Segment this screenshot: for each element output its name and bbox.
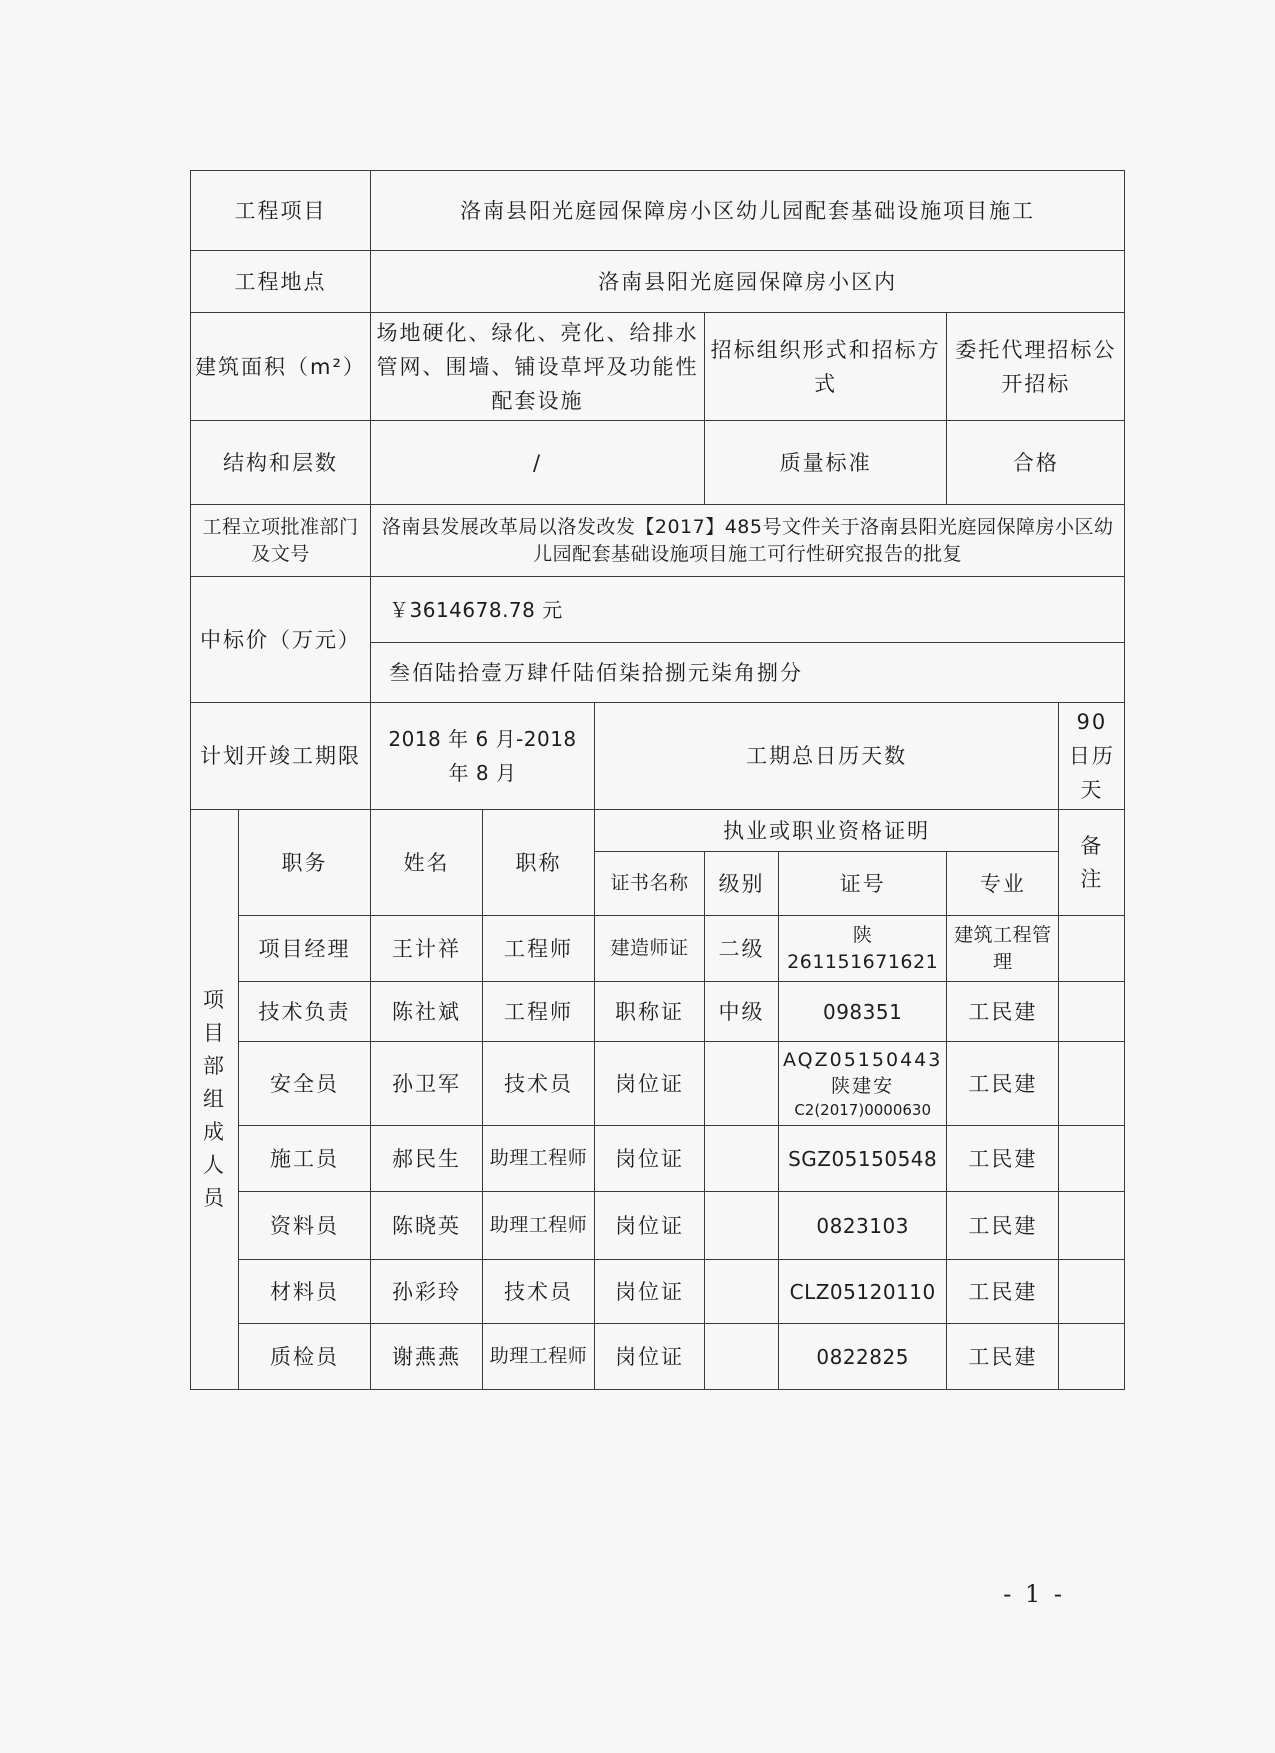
row-period	[191, 703, 1125, 810]
staff-name: 孙彩玲	[371, 1260, 483, 1324]
staff-remark	[1059, 1126, 1125, 1192]
staff-group-text: 项目部组成人员	[203, 988, 226, 1210]
location-value: 洛南县阳光庭园保障房小区内	[371, 251, 1125, 313]
staff-name: 陈社斌	[371, 982, 483, 1042]
staff-row	[191, 982, 1125, 1042]
header-role: 职务	[239, 810, 371, 916]
staff-cert: 岗位证	[595, 1324, 705, 1390]
staff-level	[705, 1324, 779, 1390]
staff-title: 助理工程师	[483, 1324, 595, 1390]
period-label: 计划开竣工期限	[191, 703, 371, 810]
project-value: 洛南县阳光庭园保障房小区幼儿园配套基础设施项目施工	[371, 171, 1125, 251]
staff-role: 项目经理	[239, 916, 371, 982]
staff-cert-no: CLZ05120110	[779, 1260, 947, 1324]
approval-label: 工程立项批准部门及文号	[191, 505, 371, 577]
staff-major: 工民建	[947, 1192, 1059, 1260]
staff-level	[705, 1192, 779, 1260]
row-location	[191, 251, 1125, 313]
staff-major: 建筑工程管理	[947, 916, 1059, 982]
header-remark-text: 备注	[1080, 833, 1104, 891]
header-cert-no: 证号	[779, 852, 947, 916]
cert-no-line-1: AQZ05150443	[783, 1048, 943, 1071]
staff-remark	[1059, 1260, 1125, 1324]
staff-remark	[1059, 916, 1125, 982]
price-label: 中标价（万元）	[191, 577, 371, 703]
header-level: 级别	[705, 852, 779, 916]
staff-cert-no: 陕261151671621	[779, 916, 947, 982]
header-remark	[1059, 810, 1125, 916]
staff-row	[191, 916, 1125, 982]
staff-title: 工程师	[483, 916, 595, 982]
staff-role: 资料员	[239, 1192, 371, 1260]
staff-cert-no: SGZ05150548	[779, 1126, 947, 1192]
staff-row	[191, 1324, 1125, 1390]
staff-cert: 建造师证	[595, 916, 705, 982]
bid-method-label: 招标组织形式和招标方式	[705, 313, 947, 421]
staff-row	[191, 1192, 1125, 1260]
quality-label: 质量标准	[705, 421, 947, 505]
staff-name: 郝民生	[371, 1126, 483, 1192]
row-price-number	[191, 577, 1125, 643]
structure-value: /	[371, 421, 705, 505]
total-days-label: 工期总日历天数	[595, 703, 1059, 810]
staff-remark	[1059, 1042, 1125, 1126]
staff-level	[705, 1126, 779, 1192]
bid-method-value: 委托代理招标公开招标	[947, 313, 1125, 421]
staff-major: 工民建	[947, 1042, 1059, 1126]
staff-remark	[1059, 1324, 1125, 1390]
area-label: 建筑面积（m²）	[191, 313, 371, 421]
row-project	[191, 171, 1125, 251]
staff-row	[191, 1260, 1125, 1324]
approval-value: 洛南县发展改革局以洛发改发【2017】485号文件关于洛南县阳光庭园保障房小区幼儿园配套基础设施项目施工可行性研究报告的批复	[371, 505, 1125, 577]
staff-remark	[1059, 982, 1125, 1042]
staff-cert: 职称证	[595, 982, 705, 1042]
staff-name: 孙卫军	[371, 1042, 483, 1126]
staff-cert-no: 098351	[779, 982, 947, 1042]
staff-role: 施工员	[239, 1126, 371, 1192]
staff-cert-no: 0823103	[779, 1192, 947, 1260]
row-area	[191, 313, 1125, 421]
staff-name: 陈晓英	[371, 1192, 483, 1260]
staff-remark	[1059, 1192, 1125, 1260]
staff-level	[705, 1042, 779, 1126]
header-title: 职称	[483, 810, 595, 916]
area-value: 场地硬化、绿化、亮化、给排水管网、围墙、铺设草坪及功能性配套设施	[371, 313, 705, 421]
structure-label: 结构和层数	[191, 421, 371, 505]
staff-name: 谢燕燕	[371, 1324, 483, 1390]
staff-role: 质检员	[239, 1324, 371, 1390]
cert-no-line-2: 陕建安	[831, 1074, 895, 1097]
page-number: - 1 -	[1003, 1580, 1065, 1608]
period-value: 2018 年 6 月-2018 年 8 月	[371, 703, 595, 810]
staff-title: 技术员	[483, 1260, 595, 1324]
staff-cert: 岗位证	[595, 1192, 705, 1260]
staff-name: 王计祥	[371, 916, 483, 982]
staff-role: 技术负责	[239, 982, 371, 1042]
row-structure	[191, 421, 1125, 505]
staff-level: 二级	[705, 916, 779, 982]
staff-group-label	[191, 810, 239, 1390]
staff-row	[191, 1126, 1125, 1192]
total-days-value: 90 日历天	[1059, 703, 1125, 810]
staff-level: 中级	[705, 982, 779, 1042]
row-approval	[191, 505, 1125, 577]
location-label: 工程地点	[191, 251, 371, 313]
project-info-table	[190, 170, 1125, 1390]
staff-cert: 岗位证	[595, 1260, 705, 1324]
staff-title: 技术员	[483, 1042, 595, 1126]
staff-header-row-1	[191, 810, 1125, 852]
staff-role: 材料员	[239, 1260, 371, 1324]
header-name: 姓名	[371, 810, 483, 916]
staff-major: 工民建	[947, 1126, 1059, 1192]
staff-cert: 岗位证	[595, 1126, 705, 1192]
quality-value: 合格	[947, 421, 1125, 505]
staff-title: 工程师	[483, 982, 595, 1042]
staff-row	[191, 1042, 1125, 1126]
staff-title: 助理工程师	[483, 1192, 595, 1260]
staff-cert-no	[779, 1042, 947, 1126]
project-label: 工程项目	[191, 171, 371, 251]
header-major: 专业	[947, 852, 1059, 916]
staff-major: 工民建	[947, 1260, 1059, 1324]
header-qualification: 执业或职业资格证明	[595, 810, 1059, 852]
staff-title: 助理工程师	[483, 1126, 595, 1192]
staff-cert-no: 0822825	[779, 1324, 947, 1390]
staff-major: 工民建	[947, 1324, 1059, 1390]
price-number: ￥3614678.78 元	[371, 577, 1125, 643]
staff-cert: 岗位证	[595, 1042, 705, 1126]
cert-no-line-3: C2(2017)0000630	[794, 1100, 932, 1119]
staff-major: 工民建	[947, 982, 1059, 1042]
header-cert-name: 证书名称	[595, 852, 705, 916]
price-words: 叁佰陆拾壹万肆仟陆佰柒拾捌元柒角捌分	[371, 643, 1125, 703]
staff-level	[705, 1260, 779, 1324]
staff-role: 安全员	[239, 1042, 371, 1126]
